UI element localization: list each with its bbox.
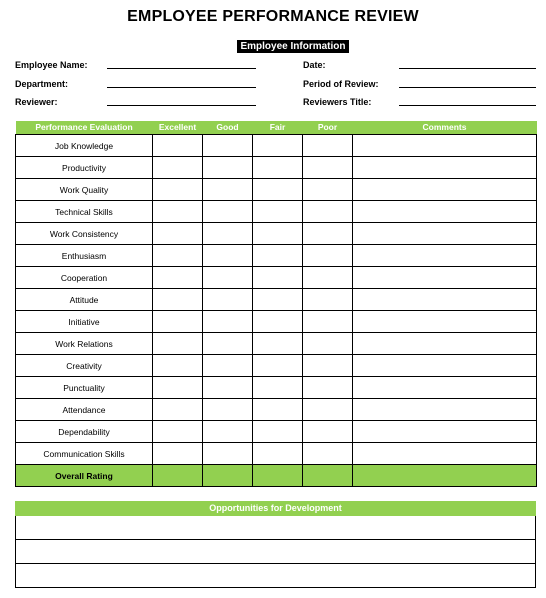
criteria-label: Work Relations	[16, 333, 153, 355]
rating-cell-poor[interactable]	[303, 333, 353, 355]
header-good: Good	[203, 121, 253, 135]
rating-cell-excellent[interactable]	[153, 245, 203, 267]
criteria-label: Creativity	[16, 355, 153, 377]
criteria-label: Initiative	[16, 311, 153, 333]
criteria-label: Punctuality	[16, 377, 153, 399]
criteria-label: Technical Skills	[16, 201, 153, 223]
rating-cell-fair[interactable]	[253, 399, 303, 421]
rating-cell-good[interactable]	[203, 157, 253, 179]
evaluation-row	[16, 399, 537, 421]
comments-cell[interactable]	[353, 245, 537, 267]
comments-cell[interactable]	[353, 201, 537, 223]
comments-cell[interactable]	[353, 333, 537, 355]
criteria-label: Cooperation	[16, 267, 153, 289]
rating-cell-fair[interactable]	[253, 377, 303, 399]
period-of-review-label: Period of Review:	[303, 79, 379, 89]
rating-cell-fair[interactable]	[253, 179, 303, 201]
criteria-label: Productivity	[16, 157, 153, 179]
evaluation-row	[16, 333, 537, 355]
rating-cell-fair[interactable]	[253, 135, 303, 157]
rating-cell-excellent[interactable]	[153, 223, 203, 245]
rating-cell-fair[interactable]	[253, 223, 303, 245]
comments-cell[interactable]	[353, 289, 537, 311]
criteria-label: Job Knowledge	[16, 135, 153, 157]
evaluation-row	[16, 311, 537, 333]
rating-cell-good[interactable]	[203, 289, 253, 311]
comments-cell[interactable]	[353, 223, 537, 245]
development-header-row	[16, 502, 536, 516]
evaluation-row	[16, 223, 537, 245]
rating-cell-poor[interactable]	[303, 377, 353, 399]
development-input-cell[interactable]	[16, 516, 536, 540]
evaluation-row	[16, 157, 537, 179]
rating-cell-good[interactable]	[203, 311, 253, 333]
comments-cell[interactable]	[353, 267, 537, 289]
criteria-label: Work Consistency	[16, 223, 153, 245]
rating-cell-excellent[interactable]	[153, 465, 203, 487]
development-input-cell[interactable]	[16, 564, 536, 588]
rating-cell-good[interactable]	[203, 355, 253, 377]
evaluation-row	[16, 443, 537, 465]
rating-cell-poor[interactable]	[303, 421, 353, 443]
criteria-label: Attitude	[16, 289, 153, 311]
rating-cell-excellent[interactable]	[153, 355, 203, 377]
rating-cell-fair[interactable]	[253, 443, 303, 465]
header-excellent: Excellent	[153, 121, 203, 135]
development-heading: Opportunities for Development	[16, 502, 536, 516]
evaluation-header-row	[16, 121, 537, 135]
rating-cell-poor[interactable]	[303, 311, 353, 333]
evaluation-row	[16, 377, 537, 399]
department-field[interactable]	[107, 87, 256, 88]
evaluation-row	[16, 245, 537, 267]
rating-cell-fair[interactable]	[253, 289, 303, 311]
rating-cell-poor[interactable]	[303, 223, 353, 245]
overall-rating-label: Overall Rating	[16, 465, 153, 487]
development-row	[16, 540, 536, 564]
rating-cell-good[interactable]	[203, 377, 253, 399]
rating-cell-poor[interactable]	[303, 245, 353, 267]
rating-cell-excellent[interactable]	[153, 443, 203, 465]
reviewer-label: Reviewer:	[15, 97, 58, 107]
employee-name-field[interactable]	[107, 68, 256, 69]
header-performance-evaluation: Performance Evaluation	[16, 121, 153, 135]
reviewers-title-field[interactable]	[399, 105, 536, 106]
rating-cell-poor[interactable]	[303, 201, 353, 223]
rating-cell-fair[interactable]	[253, 267, 303, 289]
rating-cell-poor[interactable]	[303, 157, 353, 179]
rating-cell-good[interactable]	[203, 443, 253, 465]
rating-cell-poor[interactable]	[303, 399, 353, 421]
rating-cell-excellent[interactable]	[153, 399, 203, 421]
date-field[interactable]	[399, 68, 536, 69]
rating-cell-good[interactable]	[203, 179, 253, 201]
rating-cell-good[interactable]	[203, 267, 253, 289]
evaluation-row	[16, 179, 537, 201]
reviewers-title-label: Reviewers Title:	[303, 97, 372, 107]
comments-cell[interactable]	[353, 377, 537, 399]
rating-cell-excellent[interactable]	[153, 421, 203, 443]
rating-cell-excellent[interactable]	[153, 157, 203, 179]
evaluation-row	[16, 135, 537, 157]
evaluation-row	[16, 267, 537, 289]
rating-cell-good[interactable]	[203, 223, 253, 245]
rating-cell-excellent[interactable]	[153, 267, 203, 289]
header-comments: Comments	[353, 121, 537, 135]
document-title: EMPLOYEE PERFORMANCE REVIEW	[127, 8, 419, 25]
overall-rating-row	[16, 465, 537, 487]
rating-cell-fair[interactable]	[253, 201, 303, 223]
comments-cell[interactable]	[353, 399, 537, 421]
comments-cell[interactable]	[353, 157, 537, 179]
evaluation-row	[16, 355, 537, 377]
rating-cell-poor[interactable]	[303, 135, 353, 157]
evaluation-body	[16, 135, 537, 487]
reviewer-field[interactable]	[107, 105, 256, 106]
development-input-cell[interactable]	[16, 540, 536, 564]
rating-cell-excellent[interactable]	[153, 179, 203, 201]
rating-cell-good[interactable]	[203, 421, 253, 443]
criteria-label: Communication Skills	[16, 443, 153, 465]
criteria-label: Attendance	[16, 399, 153, 421]
employee-information-heading: Employee Information	[237, 40, 349, 53]
rating-cell-fair[interactable]	[253, 157, 303, 179]
rating-cell-excellent[interactable]	[153, 377, 203, 399]
comments-cell[interactable]	[353, 355, 537, 377]
criteria-label: Enthusiasm	[16, 245, 153, 267]
evaluation-row	[16, 201, 537, 223]
rating-cell-fair[interactable]	[253, 421, 303, 443]
evaluation-row	[16, 421, 537, 443]
rating-cell-poor[interactable]	[303, 355, 353, 377]
rating-cell-excellent[interactable]	[153, 311, 203, 333]
rating-cell-poor[interactable]	[303, 443, 353, 465]
header-fair: Fair	[253, 121, 303, 135]
development-row	[16, 564, 536, 588]
employee-name-label: Employee Name:	[15, 60, 88, 70]
rating-cell-excellent[interactable]	[153, 289, 203, 311]
rating-cell-excellent[interactable]	[153, 201, 203, 223]
rating-cell-good[interactable]	[203, 333, 253, 355]
comments-cell[interactable]	[353, 135, 537, 157]
rating-cell-fair[interactable]	[253, 311, 303, 333]
department-label: Department:	[15, 79, 69, 89]
rating-cell-good[interactable]	[203, 135, 253, 157]
performance-evaluation-table	[15, 121, 537, 487]
comments-cell[interactable]	[353, 465, 537, 487]
rating-cell-poor[interactable]	[303, 267, 353, 289]
rating-cell-good[interactable]	[203, 399, 253, 421]
rating-cell-fair[interactable]	[253, 465, 303, 487]
rating-cell-excellent[interactable]	[153, 135, 203, 157]
evaluation-row	[16, 289, 537, 311]
comments-cell[interactable]	[353, 421, 537, 443]
rating-cell-fair[interactable]	[253, 245, 303, 267]
rating-cell-fair[interactable]	[253, 355, 303, 377]
rating-cell-good[interactable]	[203, 245, 253, 267]
criteria-label: Work Quality	[16, 179, 153, 201]
header-poor: Poor	[303, 121, 353, 135]
rating-cell-fair[interactable]	[253, 333, 303, 355]
rating-cell-poor[interactable]	[303, 179, 353, 201]
period-of-review-field[interactable]	[399, 87, 536, 88]
rating-cell-good[interactable]	[203, 465, 253, 487]
comments-cell[interactable]	[353, 443, 537, 465]
rating-cell-poor[interactable]	[303, 289, 353, 311]
development-row	[16, 516, 536, 540]
comments-cell[interactable]	[353, 179, 537, 201]
rating-cell-poor[interactable]	[303, 465, 353, 487]
criteria-label: Dependability	[16, 421, 153, 443]
comments-cell[interactable]	[353, 311, 537, 333]
development-table	[15, 501, 536, 588]
rating-cell-excellent[interactable]	[153, 333, 203, 355]
date-label: Date:	[303, 60, 326, 70]
rating-cell-good[interactable]	[203, 201, 253, 223]
